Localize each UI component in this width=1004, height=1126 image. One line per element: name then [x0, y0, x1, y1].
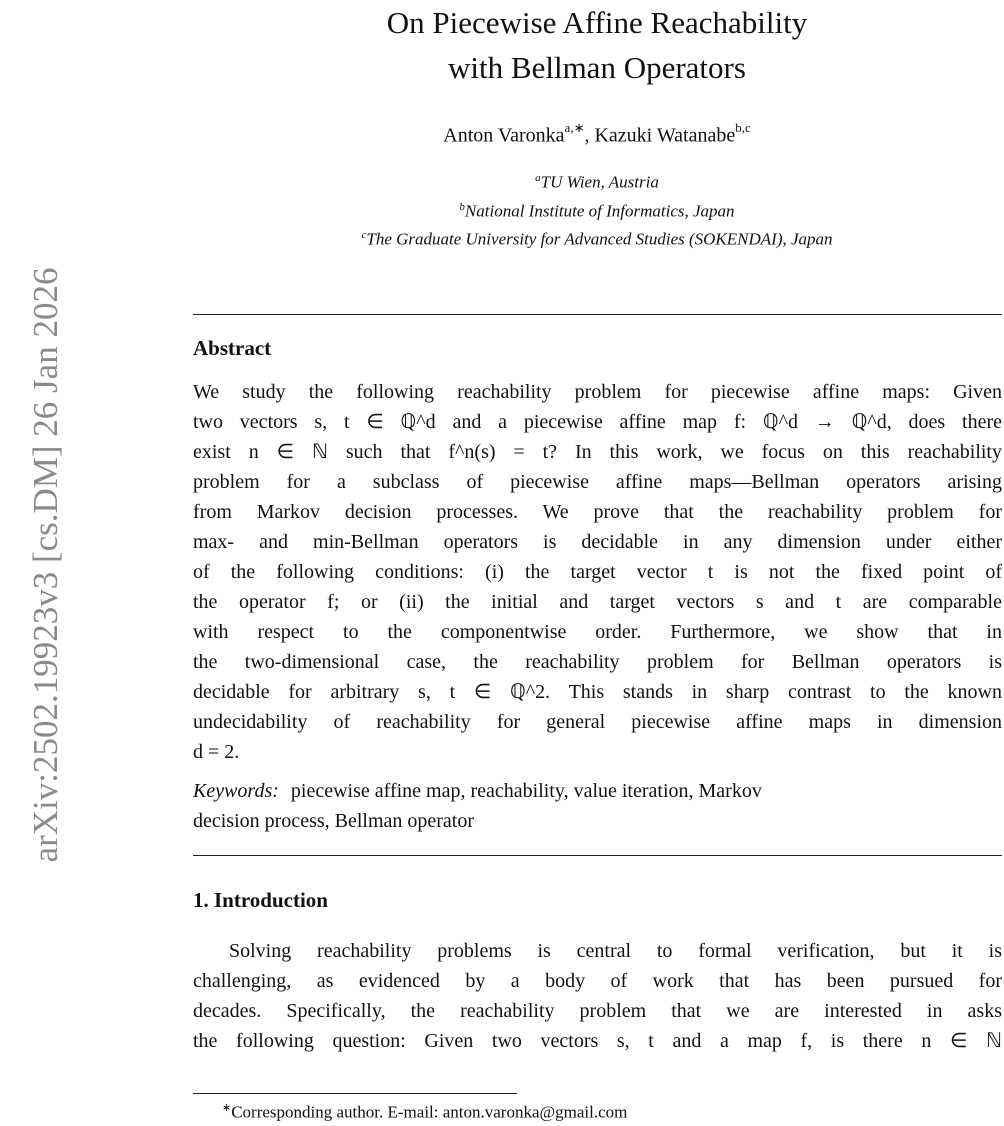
abstract-line: decidable for arbitrary s, t ∈ ℚ^2. This stands in sharp contrast to the known [193, 681, 1002, 703]
title-line-2: with Bellman Operators [448, 50, 746, 85]
affiliation-mark: b [459, 200, 465, 213]
abstract-heading: Abstract [193, 336, 272, 360]
abstract-top-rule [193, 314, 1002, 315]
intro-line: Solving reachability problems is central to formal verification, but it is [229, 940, 1002, 962]
abstract-line: max- and min-Bellman operators is decidable in any dimension under either [193, 531, 1002, 553]
author-marks: a,∗ [564, 120, 585, 135]
introduction-body [193, 936, 1002, 1056]
abstract-bottom-rule [193, 855, 1002, 856]
paper-title [193, 0, 1001, 90]
abstract-line: We study the following reachability problem for piecewise affine maps: Given [193, 381, 1002, 403]
intro-line: challenging, as evidenced by a body of work that has been pursued for [193, 970, 1002, 992]
abstract-line: exist n ∈ ℕ such that f^n(s) = t? In this work, we focus on this reachability [193, 441, 1002, 463]
introduction-heading: 1. Introduction [193, 888, 328, 912]
footnote [222, 1101, 627, 1123]
abstract-body [193, 377, 1002, 767]
affiliation [193, 223, 1001, 252]
keywords-label: Keywords: [193, 780, 279, 802]
abstract-line: problem for a subclass of piecewise affine maps—Bellman operators arising [193, 471, 1002, 493]
title-line-1: On Piecewise Affine Reachability [386, 5, 808, 40]
footnote-rule [193, 1093, 517, 1094]
abstract-line: d = 2. [193, 741, 240, 763]
abstract-line: the operator f; or (ii) the initial and target vectors s and t are comparable [193, 591, 1002, 613]
abstract-line: with respect to the componentwise order. Furthermore, we show that in [193, 621, 1002, 643]
abstract-line: undecidability of reachability for general piecewise affine maps in dimension [193, 711, 1002, 733]
keywords-line: decision process, Bellman operator [193, 810, 475, 832]
affiliation-text: National Institute of Informatics, Japan [464, 201, 735, 221]
keywords-text: piecewise affine map, reachability, value iteration, Markov [290, 780, 762, 802]
affiliation-mark: a [535, 172, 541, 184]
abstract-line: two vectors s, t ∈ ℚ^d and a piecewise affine map f: ℚ^d → ℚ^d, does there [193, 411, 1002, 433]
affiliation-text: TU Wien, Austria [540, 172, 659, 192]
abstract-line: from Markov decision processes. We prove that the reachability problem for [193, 501, 1002, 523]
footnote-mark: ∗ [222, 1102, 232, 1114]
author-marks: b,c [735, 120, 751, 135]
affiliation [193, 166, 1001, 195]
affiliation [193, 195, 1001, 224]
intro-line: the following question: Given two vectors s, t and a map f, is there n ∈ ℕ [193, 1030, 1002, 1052]
affiliation-mark: c [361, 229, 367, 242]
intro-line: decades. Specifically, the reachability problem that we are interested in asks [193, 1000, 1002, 1022]
abstract-line: the two-dimensional case, the reachability problem for Bellman operators is [193, 651, 1002, 673]
affiliation-text: The Graduate University for Advanced Studies (SOKENDAI), Japan [366, 229, 833, 249]
affiliation-list [193, 166, 1001, 252]
keywords-block [193, 776, 1002, 836]
footnote-text: Corresponding author. E-mail: anton.varonka@gmail.com [231, 1102, 628, 1122]
arxiv-identifier: arXiv:2502.19923v3 [cs.DM] 26 Jan 2026 [26, 267, 65, 863]
abstract-line: of the following conditions: (i) the target vector t is not the fixed point of [193, 561, 1002, 583]
author-list: Anton Varonka$^{a,∗}$, Kazuki Watanabe$^{b,c}$ [443, 120, 751, 147]
keywords-line [193, 776, 1002, 806]
author-name: Kazuki Watanabe [594, 124, 736, 147]
author-name: Anton Varonka [443, 124, 565, 147]
